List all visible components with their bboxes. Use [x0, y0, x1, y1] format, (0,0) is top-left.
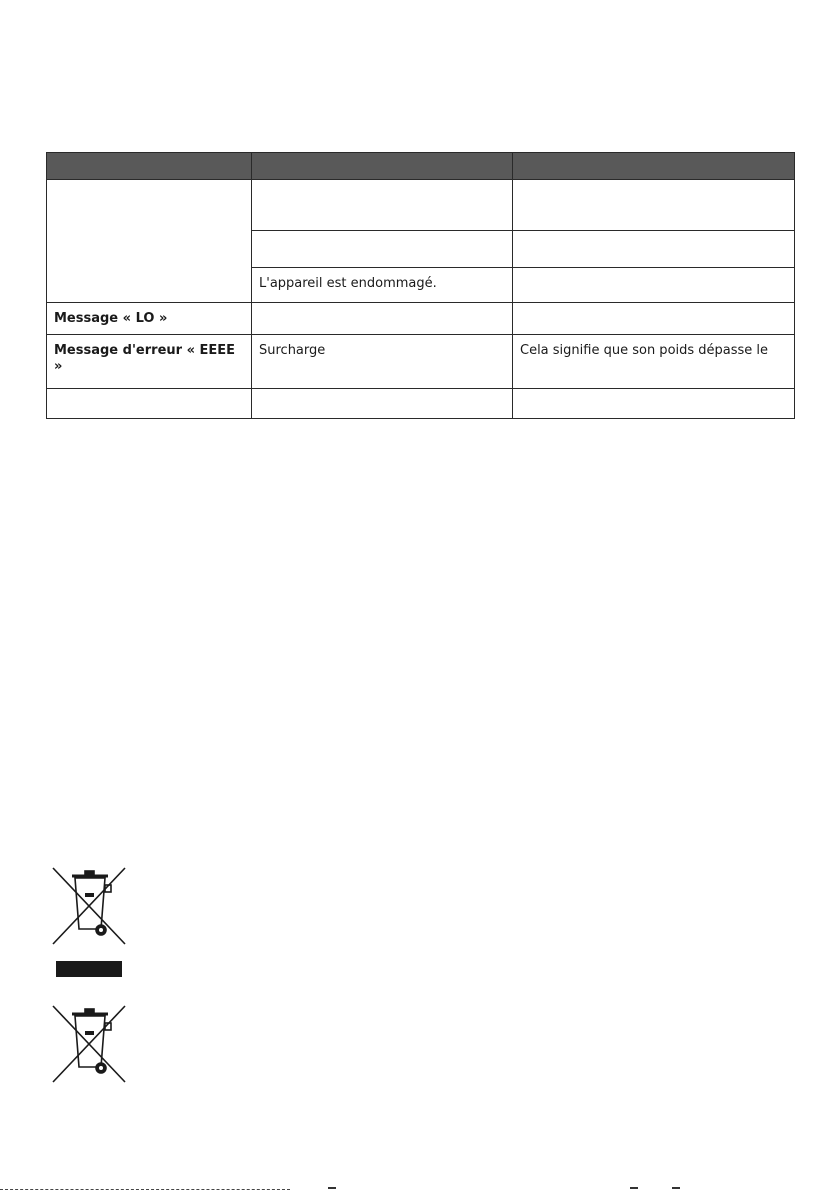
problem-cell: Message d'erreur « EEEE »	[47, 335, 252, 389]
table-row	[47, 389, 795, 419]
troubleshooting-table	[46, 152, 795, 419]
table-header-row	[47, 153, 795, 180]
footer-mark	[672, 1187, 680, 1189]
solution-cell	[513, 303, 795, 335]
solution-cell	[513, 389, 795, 419]
problem-cell	[47, 389, 252, 419]
solution-cell	[513, 180, 795, 231]
problem-cell: Message « LO »	[47, 303, 252, 335]
cause-cell	[252, 180, 513, 231]
solution-cell: Cela signifie que son poids dépasse le	[513, 335, 795, 389]
table-row	[47, 180, 795, 231]
cause-cell: L'appareil est endommagé.	[252, 268, 513, 303]
cause-cell	[252, 231, 513, 268]
table-row	[47, 303, 795, 335]
table-row	[47, 335, 795, 389]
solution-cell	[513, 268, 795, 303]
cause-cell: Surcharge	[252, 335, 513, 389]
problem-cell	[47, 180, 252, 303]
footer-mark	[328, 1187, 336, 1189]
header-cause	[252, 153, 513, 180]
cause-cell	[252, 389, 513, 419]
crossed-out-wheelie-bin-icon	[50, 1003, 128, 1085]
header-problem	[47, 153, 252, 180]
cause-cell	[252, 303, 513, 335]
black-bar	[56, 961, 122, 977]
crossed-out-wheelie-bin-icon	[50, 865, 128, 947]
footer-mark	[630, 1187, 638, 1189]
header-solution	[513, 153, 795, 180]
solution-cell	[513, 231, 795, 268]
footer-dashed-line	[0, 1189, 290, 1190]
